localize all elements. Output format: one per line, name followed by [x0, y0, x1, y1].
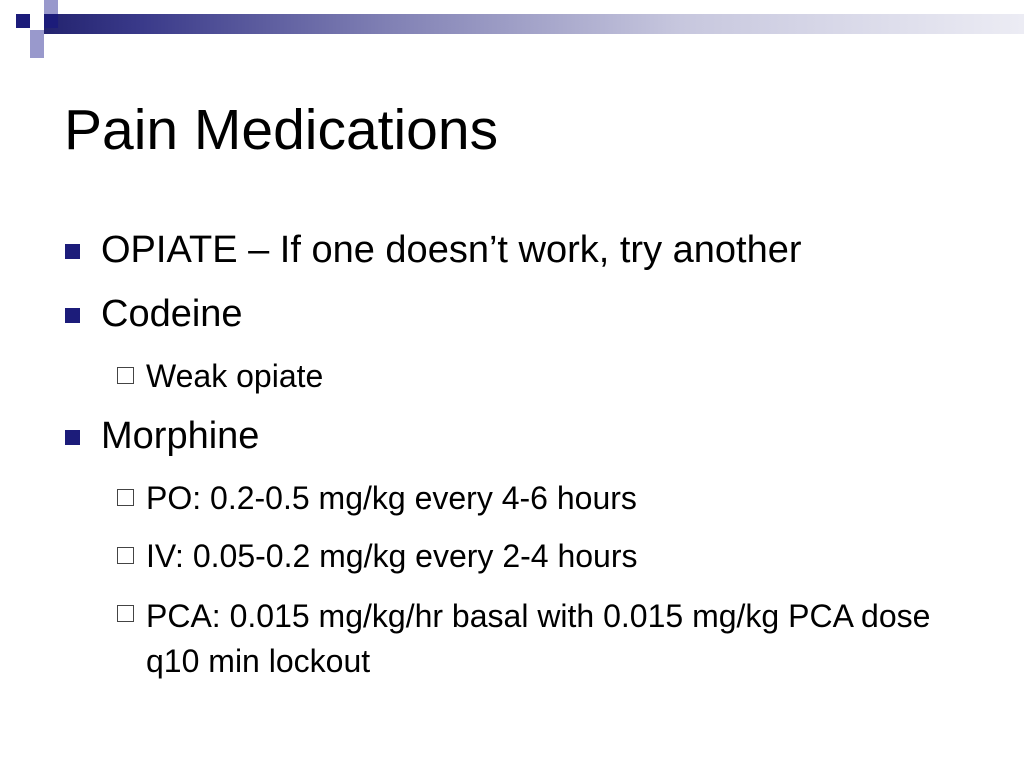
sub-bullet-item [64, 536, 964, 576]
sub-bullet-item [64, 478, 964, 518]
sub-bullet-text: Weak opiate [146, 358, 324, 394]
filled-square-icon [65, 430, 80, 445]
decor-square [16, 30, 30, 44]
header-decoration [0, 0, 1024, 60]
header-gradient-bar [44, 14, 1024, 34]
sub-bullet-item [64, 594, 966, 684]
hollow-square-icon [117, 547, 134, 564]
decor-square [44, 14, 58, 28]
bullet-text: OPIATE – If one doesn’t work, try another [101, 229, 802, 271]
bullet-item [64, 414, 964, 458]
hollow-square-icon [117, 605, 134, 622]
hollow-square-icon [117, 367, 134, 384]
decor-square [30, 14, 44, 28]
filled-square-icon [65, 244, 80, 259]
bullet-text: Morphine [101, 415, 260, 457]
decor-square [16, 14, 30, 28]
decor-square [30, 30, 44, 44]
filled-square-icon [65, 308, 80, 323]
bullet-text: Codeine [101, 293, 243, 335]
decor-square [2, 0, 16, 14]
bullet-list [64, 228, 964, 702]
bullet-item [64, 228, 964, 272]
decor-square [30, 44, 44, 58]
sub-bullet-text: PCA: 0.015 mg/kg/hr basal with 0.015 mg/kg PCA dose q10 min lockout [146, 598, 931, 679]
hollow-square-icon [117, 489, 134, 506]
sub-bullet-item [64, 356, 964, 396]
sub-bullet-text: IV: 0.05-0.2 mg/kg every 2-4 hours [146, 538, 638, 574]
bullet-item [64, 292, 964, 336]
sub-bullet-text: PO: 0.2-0.5 mg/kg every 4-6 hours [146, 480, 637, 516]
slide-title: Pain Medications [64, 98, 499, 162]
decor-square [30, 0, 44, 14]
decor-square [44, 0, 58, 14]
